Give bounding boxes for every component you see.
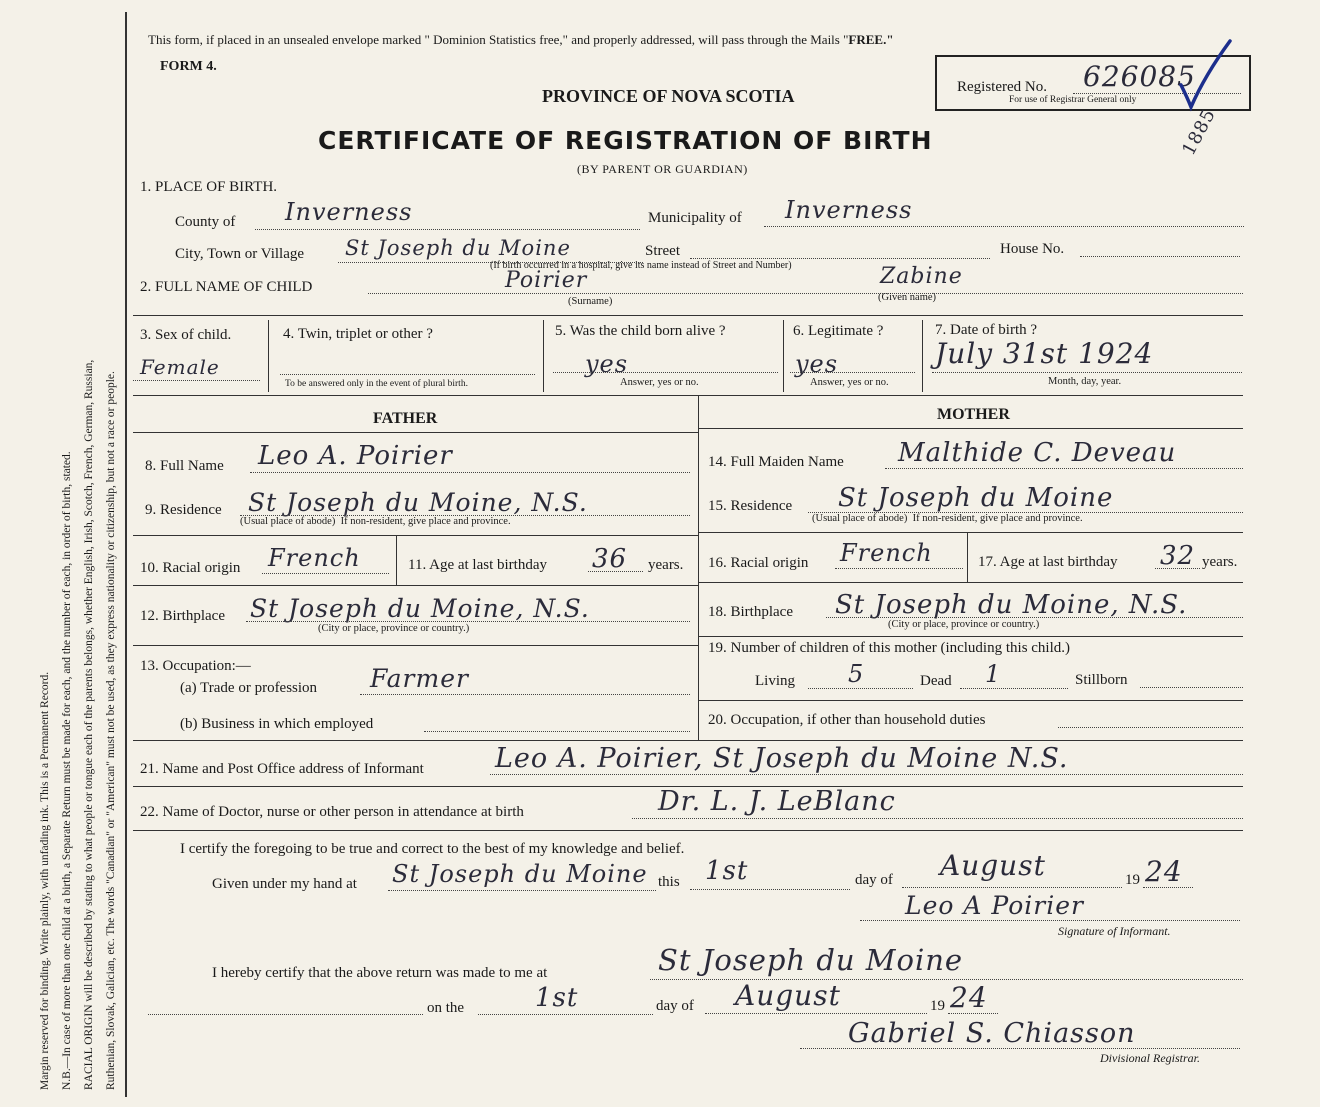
child-name-label: 2. FULL NAME OF CHILD: [140, 279, 313, 295]
father-occupation-label: 13. Occupation:—: [140, 658, 251, 674]
mother-racial-divider: [967, 532, 968, 582]
municipality-underline: [764, 226, 1244, 227]
informant-signature-underline: [860, 920, 1240, 921]
province-heading: PROVINCE OF NOVA SCOTIA: [542, 86, 795, 106]
father-age-value: 36: [592, 544, 628, 574]
county-value: Inverness: [285, 198, 413, 226]
mother-residence-label: 15. Residence: [708, 498, 793, 514]
living-underline: [808, 688, 913, 689]
mother-residence-rule: [698, 532, 1243, 533]
registrar-day-underline: [478, 1014, 653, 1015]
certification-day-value: 1st: [705, 856, 749, 886]
registrar-left-underline: [148, 1014, 423, 1015]
registrar-day-of-label: day of: [656, 998, 694, 1014]
certification-month-underline: [902, 887, 1122, 888]
twin-note: To be answered only in the event of plural birth.: [285, 379, 468, 389]
dob-underline: [932, 372, 1242, 373]
given-under-label: Given under my hand at: [212, 876, 357, 892]
father-name-label: 8. Full Name: [145, 458, 224, 474]
sex-value: Female: [140, 355, 220, 379]
informant-label: 21. Name and Post Office address of Informant: [140, 761, 424, 777]
father-birthplace-value: St Joseph du Moine, N.S.: [250, 594, 590, 623]
details-divider-4: [922, 320, 923, 392]
county-label: County of: [175, 214, 236, 230]
informant-signature-caption: Signature of Informant.: [1058, 924, 1171, 938]
registrar-statement: I hereby certify that the above return was made to me at: [212, 965, 548, 981]
attendant-label: 22. Name of Doctor, nurse or other person in attendance at birth: [140, 804, 524, 820]
mother-birthplace-label: 18. Birthplace: [708, 604, 793, 620]
registrar-year-value: 24: [950, 981, 988, 1014]
certification-day-underline: [690, 889, 850, 890]
city-label: City, Town or Village: [175, 246, 305, 262]
legitimate-note: Answer, yes or no.: [810, 377, 889, 388]
mother-racial-underline: [835, 568, 963, 569]
mother-birthplace-rule: [698, 636, 1243, 637]
registrar-place-value: St Joseph du Moine: [658, 943, 964, 977]
registrar-year-prefix: 19: [930, 998, 945, 1014]
living-label: Living: [755, 673, 795, 689]
mother-birthplace-note: (City or place, province or country.): [888, 619, 1040, 630]
father-racial-value: French: [268, 544, 361, 572]
details-bottom-rule: [133, 395, 1243, 396]
mother-children-label: 19. Number of children of this mother (including this child.): [708, 640, 1071, 656]
legitimate-value: yes: [795, 350, 839, 378]
stillborn-underline: [1140, 687, 1243, 688]
street-underline: [690, 258, 990, 259]
on-the-label: on the: [427, 1000, 465, 1016]
father-residence-value: St Joseph du Moine, N.S.: [248, 488, 588, 517]
registrar-month-underline: [705, 1013, 927, 1014]
stillborn-label: Stillborn: [1075, 672, 1128, 688]
margin-note-racial-origin: RACIAL ORIGIN will be described by stating to what people or tongue each of the parents belongs, whether English, Irish, Scotch, French, German, Russian,: [83, 359, 95, 1090]
city-value: St Joseph du Moine: [345, 236, 571, 260]
certification-year-prefix: 19: [1125, 872, 1140, 888]
mother-residence-value: St Joseph du Moine: [838, 483, 1114, 513]
margin-note-binding: Margin reserved for binding. Write plainly, with unfading ink. This is a Permanent Record.: [39, 671, 51, 1090]
page-subtitle: (BY PARENT OR GUARDIAN): [577, 162, 748, 176]
dead-underline: [960, 688, 1068, 689]
margin-note-multiple-births: N.B.—In case of more than one child at a birth, a Separate Return must be made for each, and the number of each, in order of birth, stated.: [61, 451, 73, 1090]
mother-birthplace-underline: [826, 617, 1243, 618]
certification-year-underline: [1143, 887, 1193, 888]
margin-rule: [125, 12, 127, 1097]
father-business-underline: [424, 731, 690, 732]
father-residence-label: 9. Residence: [145, 502, 222, 518]
mail-notice: This form, if placed in an unsealed envelope marked " Dominion Statistics free," and properly addressed, will pass through the Mails "FREE.": [148, 32, 894, 47]
street-label: Street: [645, 243, 680, 259]
certification-statement: I certify the foregoing to be true and correct to the best of my knowledge and belief.: [180, 841, 685, 857]
father-age-underline: [588, 571, 643, 572]
mother-name-value: Malthide C. Deveau: [898, 438, 1177, 468]
father-residence-rule: [133, 535, 698, 536]
father-name-underline: [250, 472, 690, 473]
legitimate-label: 6. Legitimate ?: [793, 323, 884, 339]
registered-note: For use of Registrar General only: [1009, 95, 1137, 105]
father-heading-rule: [133, 432, 698, 433]
dead-label: Dead: [920, 673, 952, 689]
sex-label: 3. Sex of child.: [140, 327, 232, 343]
father-name-value: Leo A. Poirier: [258, 441, 453, 471]
given-place-underline: [388, 890, 656, 891]
alive-note: Answer, yes or no.: [620, 377, 699, 388]
mother-age-underline: [1155, 568, 1200, 569]
informant-signature: Leo A Poirier: [905, 891, 1084, 920]
registrar-year-underline: [948, 1013, 998, 1014]
details-divider-1: [268, 320, 269, 392]
mother-racial-value: French: [840, 539, 933, 567]
father-racial-label: 10. Racial origin: [140, 560, 241, 576]
mother-residence-note1: (Usual place of abode): [812, 513, 908, 524]
house-number-underline: [1080, 256, 1240, 257]
details-divider-3: [783, 320, 784, 392]
given-name-caption: (Given name): [878, 292, 937, 303]
details-divider-2: [543, 320, 544, 392]
child-surname-value: Poirier: [505, 268, 588, 293]
dob-note: Month, day, year.: [1048, 376, 1122, 387]
mother-name-label: 14. Full Maiden Name: [708, 454, 844, 470]
alive-label: 5. Was the child born alive ?: [555, 323, 726, 339]
attendant-value: Dr. L. J. LeBlanc: [658, 786, 896, 817]
mother-age-label: 17. Age at last birthday: [978, 554, 1118, 570]
given-place-value: St Joseph du Moine: [392, 860, 648, 888]
parents-column-divider: [698, 395, 699, 740]
form-number: FORM 4.: [160, 59, 217, 74]
municipality-value: Inverness: [785, 196, 913, 224]
father-birthplace-label: 12. Birthplace: [140, 608, 225, 624]
father-residence-note2: If non-resident, give place and province.: [340, 516, 511, 527]
mother-birthplace-value: St Joseph du Moine, N.S.: [835, 590, 1188, 620]
mother-occupation-underline: [1058, 727, 1243, 728]
mother-heading-rule: [698, 428, 1243, 429]
father-heading: FATHER: [373, 410, 438, 427]
dead-value: 1: [985, 660, 1002, 688]
alive-value: yes: [585, 350, 629, 378]
mother-racial-label: 16. Racial origin: [708, 555, 809, 571]
mother-occupation-label: 20. Occupation, if other than household duties: [708, 712, 986, 728]
father-age-unit: years.: [648, 557, 684, 573]
father-trade-label: (a) Trade or profession: [180, 680, 318, 696]
mother-residence-note2: If non-resident, give place and province.: [912, 513, 1083, 524]
father-residence-note: [240, 517, 511, 528]
mother-age-value: 32: [1160, 541, 1196, 571]
page-title: CERTIFICATE OF REGISTRATION OF BIRTH: [318, 126, 933, 155]
father-age-rule: [133, 585, 698, 586]
father-trade-value: Farmer: [370, 664, 469, 693]
mother-children-rule: [698, 700, 1243, 701]
registrar-month-value: August: [735, 979, 841, 1012]
hospital-note: (If birth occurred in a hospital, give its name instead of Street and Number): [490, 260, 792, 271]
twin-label: 4. Twin, triplet or other ?: [283, 326, 433, 342]
father-birthplace-note: (City or place, province or country.): [318, 623, 470, 634]
child-name-underline: [368, 293, 1243, 294]
father-racial-underline: [262, 573, 389, 574]
twin-underline: [280, 374, 535, 375]
father-age-label: 11. Age at last birthday: [408, 557, 547, 573]
legitimate-underline: [790, 372, 915, 373]
father-racial-divider: [396, 535, 397, 585]
informant-value: Leo A. Poirier, St Joseph du Moine N.S.: [495, 743, 1069, 774]
registrar-signature: Gabriel S. Chiasson: [848, 1018, 1136, 1049]
corner-number: 1885: [1178, 105, 1221, 159]
surname-caption: (Surname): [568, 296, 613, 307]
child-given-name-value: Zabine: [880, 264, 963, 289]
sex-underline: [133, 380, 260, 381]
mother-age-rule: [698, 582, 1243, 583]
registrar-caption: Divisional Registrar.: [1100, 1051, 1201, 1065]
dob-label: 7. Date of birth ?: [935, 322, 1038, 338]
alive-underline: [553, 372, 778, 373]
informant-underline: [490, 774, 1243, 775]
parents-bottom-rule: [133, 740, 1243, 741]
place-of-birth-heading: 1. PLACE OF BIRTH.: [140, 179, 278, 195]
father-business-label: (b) Business in which employed: [180, 716, 374, 732]
details-top-rule: [133, 315, 1243, 316]
margin-note-racial-origin-cont: Ruthenian, Slovak, Galician, etc. The words "Canadian" or "American" must not be used, as they express nationality or citizenship, but not a race or people.: [105, 371, 117, 1090]
father-trade-underline: [360, 694, 690, 695]
registrar-signature-underline: [800, 1048, 1240, 1049]
county-underline: [255, 229, 640, 230]
house-number-label: House No.: [1000, 241, 1065, 257]
attendant-underline: [632, 818, 1243, 819]
mail-free-label: FREE.": [848, 32, 894, 47]
municipality-label: Municipality of: [648, 210, 742, 226]
mother-age-unit: years.: [1202, 554, 1238, 570]
attendant-rule: [133, 830, 1243, 831]
certification-year-value: 24: [1145, 855, 1183, 888]
father-birthplace-rule: [133, 645, 698, 646]
mother-name-underline: [885, 468, 1243, 469]
checkmark-icon: [1175, 35, 1235, 115]
mother-residence-note: [812, 514, 1083, 525]
father-birthplace-underline: [246, 621, 690, 622]
living-value: 5: [848, 660, 865, 688]
certification-month-value: August: [940, 849, 1046, 882]
dob-value: July 31st 1924: [935, 337, 1154, 370]
certification-day-of-label: day of: [855, 872, 893, 888]
registrar-day-value: 1st: [535, 983, 579, 1013]
this-label: this: [658, 874, 680, 890]
registered-label: Registered No.: [957, 79, 1047, 95]
father-residence-note1: (Usual place of abode): [240, 516, 336, 527]
mother-heading: MOTHER: [937, 406, 1010, 423]
registered-value: 626085: [1083, 60, 1196, 93]
